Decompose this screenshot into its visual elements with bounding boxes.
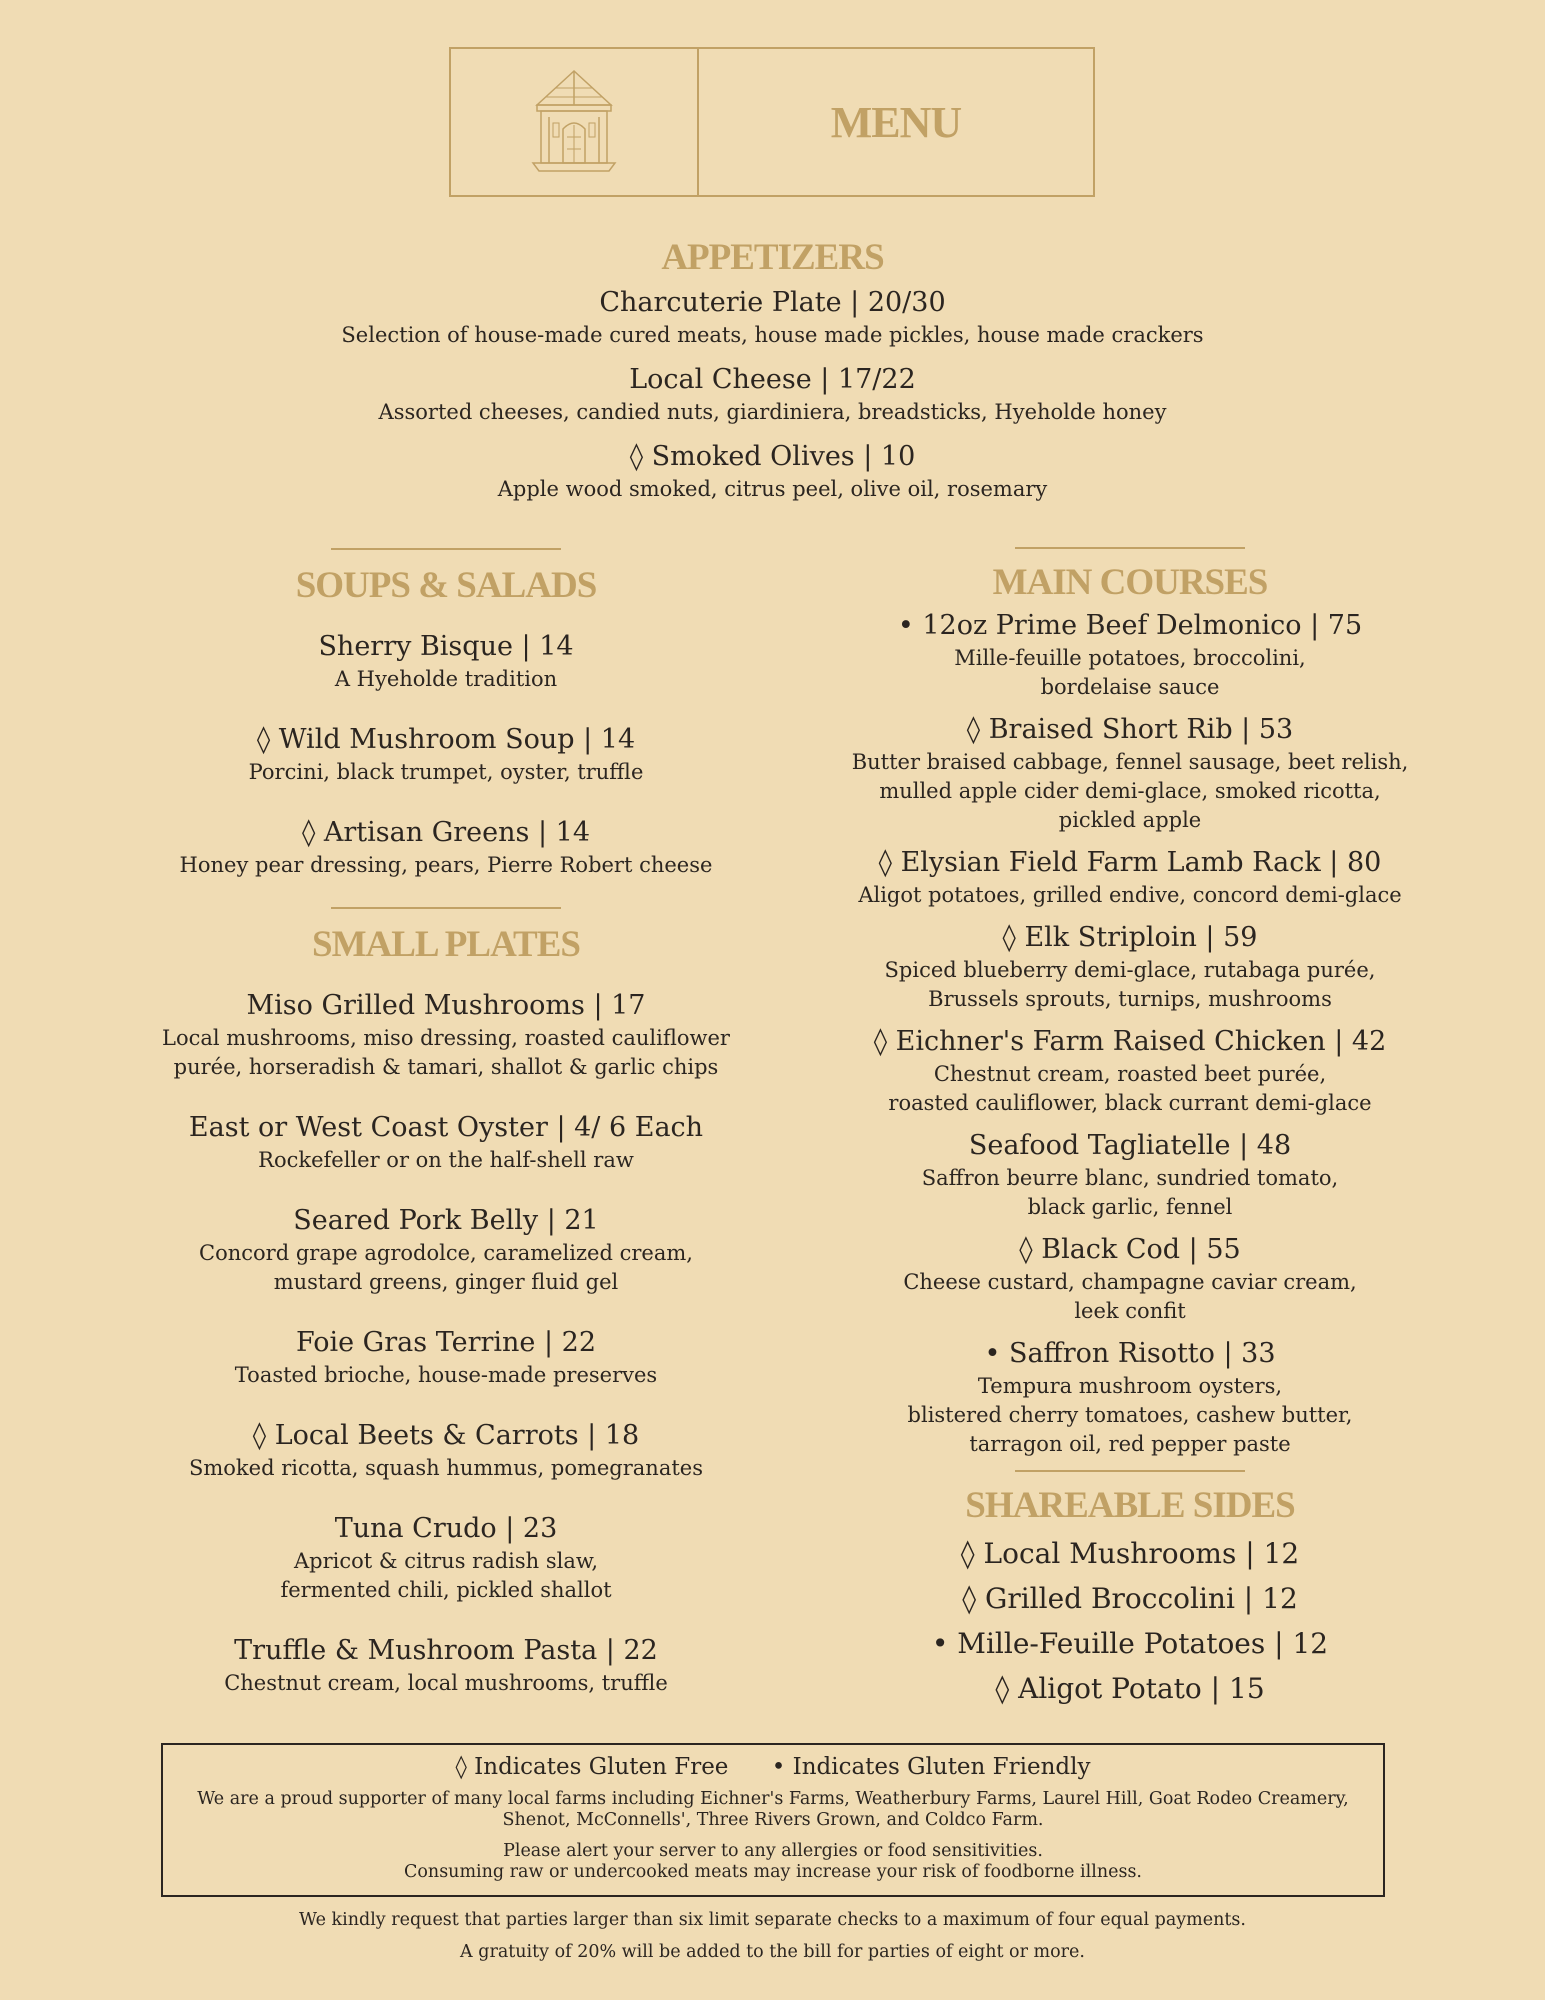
- checks-note: We kindly request that parties larger than six limit separate checks to a maximum of four equal payments.: [299, 1910, 1246, 1930]
- notice-box: [161, 1743, 1385, 1897]
- item-desc: Rockefeller or on the half-shell raw: [258, 1148, 634, 1172]
- item-desc: Mille-feuille potatoes, broccolini,: [954, 646, 1306, 670]
- menu-item: [122, 1418, 770, 1483]
- menu-item: [0, 285, 1545, 350]
- allergy-note: [163, 1841, 1383, 1883]
- menu-header: [449, 47, 1095, 197]
- item-desc: leek confit: [1074, 1299, 1186, 1323]
- item-desc: Chestnut cream, local mushrooms, truffle: [224, 1671, 668, 1695]
- item-name: ◊ Local Beets & Carrots | 18: [252, 1420, 640, 1451]
- item-desc: purée, horseradish & tamari, shallot & garlic chips: [173, 1055, 719, 1079]
- item-desc: Aligot potatoes, grilled endive, concord demi-glace: [858, 883, 1402, 907]
- item-name: • 12oz Prime Beef Delmonico | 75: [897, 610, 1363, 641]
- item-desc: Selection of house-made cured meats, house made pickles, house made crackers: [341, 323, 1204, 347]
- item-desc: Porcini, black trumpet, oyster, truffle: [248, 760, 644, 784]
- menu-item: [820, 1336, 1440, 1459]
- item-name: Miso Grilled Mushrooms | 17: [246, 990, 646, 1021]
- soups-heading: SOUPS & SALADS: [295, 565, 597, 606]
- menu-item: [820, 712, 1440, 835]
- item-desc: Smoked ricotta, squash hummus, pomegranates: [188, 1456, 703, 1480]
- side-item: ◊ Local Mushrooms | 12: [960, 1537, 1300, 1570]
- allergy-line-2: Consuming raw or undercooked meats may increase your risk of foodborne illness.: [404, 1862, 1142, 1882]
- section-divider: [331, 907, 561, 909]
- item-name: Seafood Tagliatelle | 48: [968, 1130, 1292, 1161]
- item-desc: Saffron beurre blanc, sundried tomato,: [921, 1166, 1339, 1190]
- section-divider: [331, 548, 561, 550]
- farms-note: [163, 1789, 1383, 1831]
- item-name: ◊ Elk Striploin | 59: [1002, 922, 1258, 953]
- item-desc: Cheese custard, champagne caviar cream,: [903, 1270, 1357, 1294]
- menu-title: MENU: [830, 97, 962, 147]
- item-name: ◊ Eichner's Farm Raised Chicken | 42: [873, 1026, 1387, 1057]
- item-desc: Assorted cheeses, candied nuts, giardiniera, breadsticks, Hyeholde honey: [378, 400, 1167, 424]
- item-name: • Saffron Risotto | 33: [984, 1338, 1276, 1369]
- menu-item: [122, 1633, 770, 1698]
- item-desc: mulled apple cider demi-glace, smoked ricotta,: [879, 779, 1381, 803]
- menu-item: [820, 608, 1440, 702]
- farms-line-1: We are a proud supporter of many local farms including Eichner's Farms, Weatherbury Farms, Laurel Hill, Goat Rodeo Creamery,: [197, 1789, 1349, 1809]
- item-desc: Tempura mushroom oysters,: [977, 1374, 1283, 1398]
- menu-item: [0, 439, 1545, 504]
- item-desc: Concord grape agrodolce, caramelized cream,: [199, 1241, 693, 1265]
- menu-item: [820, 920, 1440, 1014]
- item-desc: mustard greens, ginger fluid gel: [273, 1270, 619, 1294]
- legend: [163, 1751, 1383, 1783]
- item-name: Charcuterie Plate | 20/30: [599, 287, 946, 318]
- item-name: Tuna Crudo | 23: [334, 1513, 558, 1544]
- legend-gluten-friendly: • Indicates Gluten Friendly: [771, 1754, 1091, 1780]
- appetizers-heading: APPETIZERS: [661, 237, 884, 278]
- item-name: East or West Coast Oyster | 4/ 6 Each: [188, 1112, 704, 1143]
- item-desc: A Hyeholde tradition: [334, 667, 558, 691]
- menu-item: [820, 1232, 1440, 1326]
- menu-item: [820, 845, 1440, 910]
- item-desc: Butter braised cabbage, fennel sausage, beet relish,: [851, 750, 1409, 774]
- item-desc: Spiced blueberry demi-glace, rutabaga purée,: [884, 958, 1376, 982]
- item-name: Foie Gras Terrine | 22: [295, 1327, 597, 1358]
- legend-gluten-free: ◊ Indicates Gluten Free: [455, 1754, 729, 1780]
- section-divider: [1015, 547, 1245, 549]
- main-courses-heading: MAIN COURSES: [992, 562, 1268, 603]
- item-desc: pickled apple: [1058, 808, 1202, 832]
- menu-item: [122, 722, 770, 787]
- menu-item: [820, 1024, 1440, 1118]
- item-name: ◊ Braised Short Rib | 53: [966, 714, 1294, 745]
- item-desc: blistered cherry tomatoes, cashew butter,: [907, 1403, 1353, 1427]
- menu-item: [122, 1203, 770, 1297]
- menu-item: [122, 629, 770, 694]
- item-desc: Apricot & citrus radish slaw,: [293, 1549, 599, 1573]
- soups-section: [122, 548, 770, 880]
- logo-cell: [451, 49, 699, 195]
- menu-item: [122, 815, 770, 880]
- small-plates-section: [122, 907, 770, 1698]
- side-item: • Mille-Feuille Potatoes | 12: [931, 1627, 1329, 1660]
- item-name: ◊ Elysian Field Farm Lamb Rack | 80: [878, 847, 1382, 878]
- section-divider: [1015, 1470, 1245, 1472]
- menu-item: [122, 1511, 770, 1605]
- item-desc: Honey pear dressing, pears, Pierre Robert cheese: [179, 853, 713, 877]
- item-desc: Chestnut cream, roasted beet purée,: [933, 1062, 1327, 1086]
- menu-item: [820, 1128, 1440, 1222]
- item-desc: fermented chili, pickled shallot: [280, 1578, 612, 1602]
- farms-line-2: Shenot, McConnells', Three Rivers Grown, and Coldco Farm.: [502, 1810, 1044, 1830]
- shareable-sides-heading: SHAREABLE SIDES: [965, 1485, 1295, 1526]
- item-name: ◊ Smoked Olives | 10: [629, 441, 916, 472]
- item-desc: Toasted brioche, house-made preserves: [234, 1363, 658, 1387]
- main-courses-section: [820, 547, 1440, 1459]
- side-item: ◊ Aligot Potato | 15: [995, 1672, 1265, 1705]
- appetizers-section: [0, 236, 1545, 516]
- menu-item: [122, 988, 770, 1082]
- allergy-line-1: Please alert your server to any allergies or food sensitivities.: [503, 1841, 1043, 1861]
- item-name: ◊ Artisan Greens | 14: [301, 817, 591, 848]
- item-name: Local Cheese | 17/22: [629, 364, 916, 395]
- item-name: ◊ Wild Mushroom Soup | 14: [256, 724, 636, 755]
- shareable-sides-section: [820, 1470, 1440, 1711]
- item-desc: Apple wood smoked, citrus peel, olive oil, rosemary: [497, 477, 1048, 501]
- menu-item: [0, 362, 1545, 427]
- item-desc: black garlic, fennel: [1027, 1195, 1233, 1219]
- side-item: ◊ Grilled Broccolini | 12: [962, 1582, 1298, 1615]
- item-name: Sherry Bisque | 14: [318, 631, 574, 662]
- item-desc: roasted cauliflower, black currant demi-glace: [888, 1091, 1372, 1115]
- menu-item: [122, 1325, 770, 1390]
- menu-title-cell: [699, 49, 1093, 195]
- menu-item: [122, 1110, 770, 1175]
- small-plates-heading: SMALL PLATES: [312, 924, 580, 965]
- gazebo-icon: [529, 67, 619, 177]
- item-name: Truffle & Mushroom Pasta | 22: [234, 1635, 658, 1666]
- item-desc: tarragon oil, red pepper paste: [969, 1432, 1291, 1456]
- item-desc: Brussels sprouts, turnips, mushrooms: [928, 987, 1332, 1011]
- item-desc: bordelaise sauce: [1040, 675, 1220, 699]
- item-name: ◊ Black Cod | 55: [1019, 1234, 1241, 1265]
- item-desc: Local mushrooms, miso dressing, roasted cauliflower: [162, 1026, 730, 1050]
- gratuity-note: A gratuity of 20% will be added to the bill for parties of eight or more.: [460, 1942, 1085, 1962]
- item-name: Seared Pork Belly | 21: [293, 1205, 599, 1236]
